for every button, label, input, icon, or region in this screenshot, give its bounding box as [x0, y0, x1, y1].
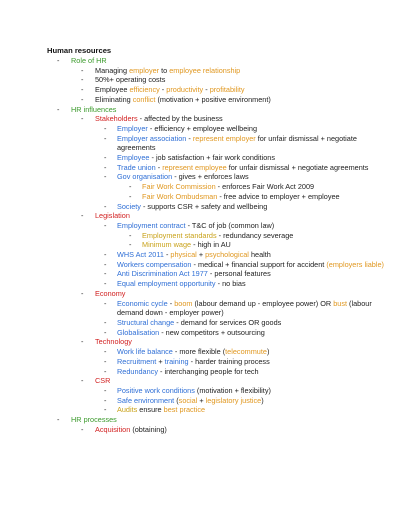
outline-item-level-3	[47, 221, 392, 231]
outline-item-level-3	[47, 134, 392, 153]
item-text: - no bias	[215, 279, 246, 289]
bullet-dash: -	[104, 220, 107, 230]
outline-item-level-2	[47, 114, 392, 124]
item-text: (obtaining)	[130, 424, 167, 434]
outline-item-level-2	[47, 337, 392, 347]
item-text: health	[248, 250, 271, 260]
highlighted-term: Employee	[117, 153, 150, 163]
highlighted-term: Stakeholders	[95, 114, 138, 124]
item-text: - job satisfaction + fair work conditions	[149, 153, 275, 163]
bullet-dash: -	[104, 385, 107, 395]
item-text: (motivation + positive environment)	[155, 94, 271, 104]
item-text: +	[156, 356, 165, 366]
highlighted-term: Employer association	[117, 133, 187, 143]
item-text: - high in AU	[191, 240, 231, 250]
highlighted-term: employer	[129, 65, 160, 75]
outline-item-level-2	[47, 95, 392, 105]
outline-item-level-3	[47, 269, 392, 279]
highlighted-term: CSR	[95, 376, 111, 386]
highlighted-term: Minimum wage	[142, 240, 192, 250]
outline-item-level-3	[47, 153, 392, 163]
item-text: - enforces Fair Work Act 2009	[215, 182, 315, 192]
highlighted-term: HR influences	[71, 104, 117, 114]
highlighted-term: conflict	[132, 94, 156, 104]
highlighted-term: represent employee	[162, 162, 227, 172]
highlighted-term: Employment contract	[117, 220, 186, 230]
bullet-dash: -	[57, 104, 60, 114]
bullet-dash: -	[104, 298, 107, 308]
bullet-dash: -	[104, 172, 107, 182]
bullet-dash: -	[104, 269, 107, 279]
bullet-dash: -	[104, 123, 107, 133]
highlighted-term: legislatory justice	[205, 395, 262, 405]
item-text: to	[159, 65, 170, 75]
bullet-dash: -	[129, 191, 132, 201]
outline-item-level-4	[47, 182, 392, 192]
item-text: -	[167, 298, 175, 308]
item-text: for unfair dismissal + negotiate agreements	[226, 162, 369, 172]
outline-item-level-2	[47, 85, 392, 95]
bullet-dash: -	[104, 153, 107, 163]
document-heading: Human resources	[47, 46, 112, 55]
item-text: Employee	[95, 85, 130, 95]
highlighted-term: training	[164, 356, 189, 366]
highlighted-term: Acquisition	[95, 424, 131, 434]
outline-item-level-3	[47, 250, 392, 260]
item-text: ensure	[137, 405, 164, 415]
item-text: - new competitors + outsourcing	[159, 327, 265, 337]
bullet-dash: -	[104, 366, 107, 376]
outline-item-level-3	[47, 396, 392, 406]
bullet-dash: -	[81, 94, 84, 104]
highlighted-term: Trade union	[117, 162, 156, 172]
highlighted-term: Employment standards	[142, 230, 217, 240]
bullet-dash: -	[104, 250, 107, 260]
bullet-dash: -	[104, 347, 107, 357]
item-text: 50%+ operating costs	[95, 75, 166, 85]
outline-item-level-3	[47, 279, 392, 289]
highlighted-term: Globalisation	[117, 327, 160, 337]
outline-item-level-3	[47, 163, 392, 173]
item-text: - efficiency + employee wellbeing	[147, 123, 258, 133]
outline-item-level-3	[47, 299, 392, 318]
outline-list	[47, 56, 392, 434]
highlighted-term: profitability	[209, 85, 245, 95]
highlighted-term: WHS Act 2011	[117, 250, 164, 260]
highlighted-term: Fair Work Commission	[142, 182, 216, 192]
item-text: - demand for services OR goods	[174, 317, 282, 327]
highlighted-term: Economic cycle	[117, 298, 168, 308]
item-text: - free advice to employer + employee	[217, 191, 340, 201]
highlighted-term: represent employer	[192, 133, 256, 143]
bullet-dash: -	[57, 56, 60, 65]
outline-item-level-2	[47, 376, 392, 386]
item-text: - medical + financial support for accident	[191, 259, 327, 269]
outline-item-level-3	[47, 124, 392, 134]
highlighted-term: Safe environment	[117, 395, 175, 405]
outline-item-level-2	[47, 425, 392, 435]
outline-item-level-3	[47, 172, 392, 182]
highlighted-term: Legislation	[95, 211, 130, 221]
highlighted-term: Recruitment	[117, 356, 157, 366]
outline-item-level-3	[47, 328, 392, 338]
item-text: (motivation + flexibility)	[194, 385, 271, 395]
highlighted-term: social	[178, 395, 198, 405]
bullet-dash: -	[81, 288, 84, 298]
outline-item-level-1	[47, 105, 392, 115]
item-text: )	[266, 347, 270, 357]
highlighted-term: productivity	[166, 85, 204, 95]
highlighted-term: Economy	[95, 288, 126, 298]
bullet-dash: -	[104, 356, 107, 366]
bullet-dash: -	[104, 395, 107, 405]
outline-item-level-3	[47, 260, 392, 270]
highlighted-term: Society	[117, 201, 141, 211]
bullet-dash: -	[104, 201, 107, 211]
item-text: - redundancy severage	[216, 230, 294, 240]
highlighted-term: Equal employment opportunity	[117, 279, 216, 289]
highlighted-term: Gov organisation	[117, 172, 173, 182]
item-text: (labour demand down - employer power)	[117, 298, 372, 318]
bullet-dash: -	[104, 405, 107, 415]
bullet-dash: -	[104, 259, 107, 269]
item-text: +	[196, 250, 206, 260]
bullet-dash: -	[129, 230, 132, 240]
item-text: )	[261, 395, 264, 405]
highlighted-term: Structural change	[117, 317, 175, 327]
bullet-dash: -	[129, 182, 132, 192]
item-text: - personal features	[207, 269, 271, 279]
outline-item-level-4	[47, 231, 392, 241]
item-text: - gives + enforces laws	[172, 172, 249, 182]
item-text: -	[159, 85, 167, 95]
item-text: - harder training process	[188, 356, 270, 366]
bullet-dash: -	[57, 415, 60, 425]
outline-item-level-1	[47, 56, 392, 66]
highlighted-term: Redundancy	[117, 366, 158, 376]
bullet-dash: -	[104, 162, 107, 172]
item-text: -	[155, 162, 163, 172]
document-body	[47, 46, 392, 434]
outline-item-level-3	[47, 202, 392, 212]
item-text: - interchanging people for tech	[157, 366, 259, 376]
bullet-dash: -	[129, 240, 132, 250]
outline-item-level-3	[47, 357, 392, 367]
outline-item-level-2	[47, 66, 392, 76]
highlighted-term: (employers liable)	[326, 259, 384, 269]
item-text: +	[197, 395, 206, 405]
highlighted-term: Positive work conditions	[117, 385, 195, 395]
item-text: -	[163, 250, 171, 260]
bullet-dash: -	[81, 424, 84, 434]
outline-item-level-3	[47, 405, 392, 415]
highlighted-term: boom	[174, 298, 193, 308]
highlighted-term: physical	[170, 250, 197, 260]
bullet-dash: -	[81, 114, 84, 124]
outline-item-level-3	[47, 318, 392, 328]
item-text: -	[186, 133, 193, 143]
bullet-dash: -	[81, 376, 84, 386]
highlighted-term: best practice	[163, 405, 206, 415]
item-text: - T&C of job (common law)	[185, 220, 275, 230]
item-text: - affected by the business	[137, 114, 223, 124]
bullet-dash: -	[81, 85, 84, 95]
highlighted-term: Technology	[95, 337, 132, 347]
highlighted-term: psychological	[205, 250, 249, 260]
highlighted-term: bust	[333, 298, 348, 308]
highlighted-term: HR processes	[71, 415, 117, 425]
outline-item-level-4	[47, 192, 392, 202]
item-text: - supports CSR + safety and wellbeing	[140, 201, 268, 211]
highlighted-term: Fair Work Ombudsman	[142, 191, 218, 201]
item-text: - more flexible (	[172, 347, 226, 357]
bullet-dash: -	[104, 317, 107, 327]
highlighted-term: Audits	[117, 405, 138, 415]
highlighted-term: Work life balance	[117, 347, 173, 357]
bullet-dash: -	[104, 133, 107, 143]
item-text: (labour demand up - employee power) OR	[192, 298, 334, 308]
outline-item-level-3	[47, 367, 392, 377]
outline-item-level-2	[47, 211, 392, 221]
outline-item-level-3	[47, 347, 392, 357]
item-text: (	[174, 395, 179, 405]
bullet-dash: -	[104, 279, 107, 289]
bullet-dash: -	[81, 337, 84, 347]
outline-item-level-1	[47, 415, 392, 425]
highlighted-term: telecommute	[225, 347, 267, 357]
item-text: Managing	[95, 65, 130, 75]
highlighted-term: efficiency	[129, 85, 160, 95]
bullet-dash: -	[81, 211, 84, 221]
highlighted-term: Role of HR	[71, 56, 107, 65]
item-text: -	[203, 85, 210, 95]
bullet-dash: -	[104, 327, 107, 337]
item-text: for unfair dismissal + negotiate agreements	[117, 133, 357, 153]
outline-item-level-2	[47, 289, 392, 299]
highlighted-term: Employer	[117, 123, 148, 133]
outline-item-level-4	[47, 240, 392, 250]
outline-item-level-3	[47, 386, 392, 396]
item-text: Eliminating	[95, 94, 133, 104]
outline-item-level-2	[47, 75, 392, 85]
highlighted-term: employee relationship	[169, 65, 241, 75]
highlighted-term: Anti Discrimination Act 1977	[117, 269, 208, 279]
highlighted-term: Workers compensation	[117, 259, 192, 269]
bullet-dash: -	[81, 65, 84, 75]
bullet-dash: -	[81, 75, 84, 85]
